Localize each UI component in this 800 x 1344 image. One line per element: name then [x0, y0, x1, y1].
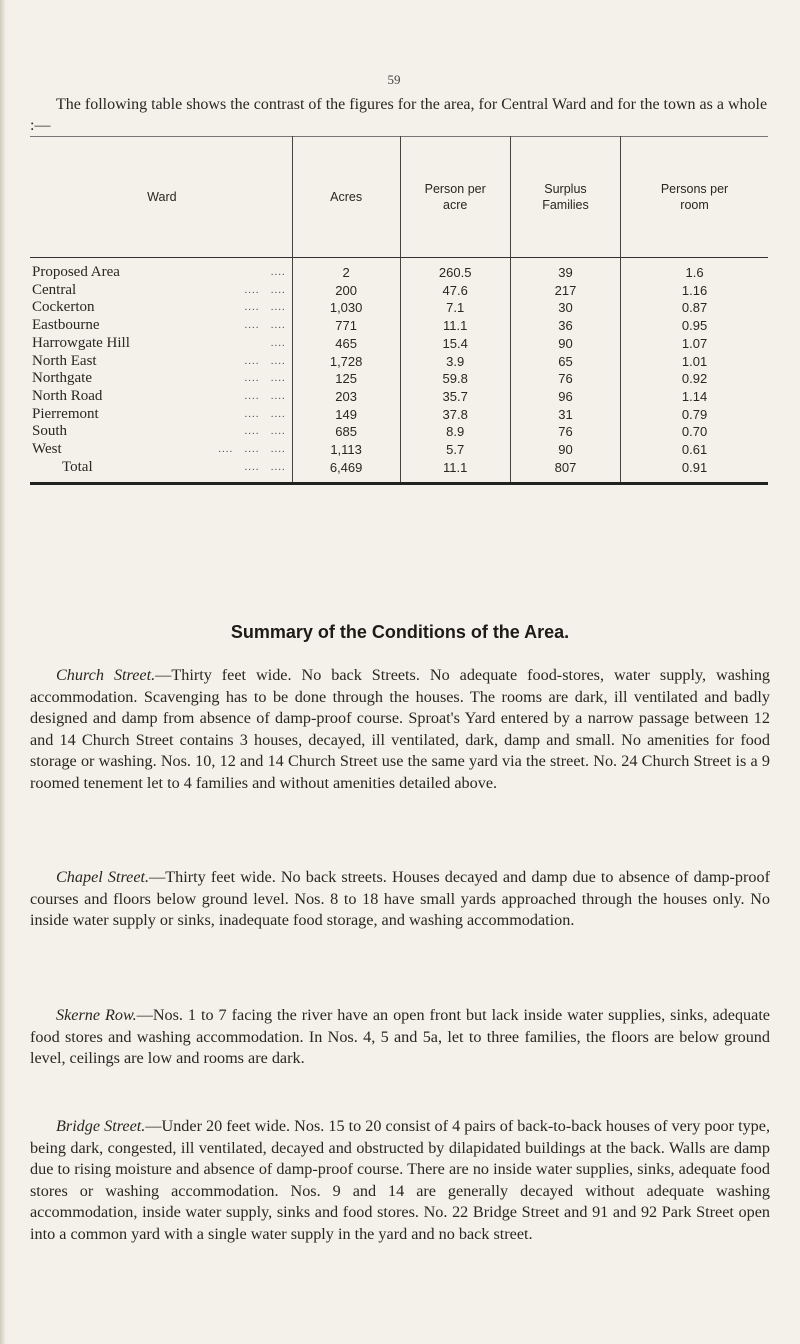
- paragraph-bridge-street: [30, 1116, 770, 1246]
- paragraph-text: —Under 20 feet wide. Nos. 15 to 20 consist of 4 pairs of back-to-back houses of very poor type, being dark, congested, ill ventilated, decayed and obstructed by dilapidated buildings at the back. Walls are damp due to rising moisture and absence of damp-proof course. There are no inside water supplies, sinks, adequate food stores or washing accommodation. Nos. 9 and 14 are generally decayed without adequate washing accommodation, inside water supply, sinks and food stores. No. 22 Bridge Street and 91 and 92 Park Street open into a common yard with a single water supply in the yard and no back street.: [30, 1117, 770, 1243]
- person-per-acre-cell: 47.6: [400, 282, 510, 300]
- ward-name: Total: [62, 458, 93, 475]
- header-person-per-acre-label: Person per acre: [424, 182, 486, 212]
- acres-cell: 1,728: [292, 353, 400, 371]
- person-per-acre-cell: 7.1: [400, 299, 510, 317]
- scan-edge: [0, 0, 6, 1344]
- persons-per-room-cell: 0.61: [621, 441, 768, 459]
- persons-per-room-cell: 1.07: [621, 335, 768, 353]
- ward-name: North East: [32, 352, 97, 369]
- header-persons-per-room-label: Persons per room: [660, 182, 729, 212]
- paragraph-text: —Nos. 1 to 7 facing the river have an open front but lack inside water supplies, sinks, adequate food stores and washing accommodation. In Nos. 4, 5 and 5a, let to three families, the floors are below ground level, ceilings are low and rooms are dark.: [30, 1006, 770, 1068]
- surplus-families-cell: 76: [510, 423, 620, 441]
- persons-per-room-cell: 0.91: [621, 459, 768, 483]
- persons-per-room-cell: 0.87: [621, 299, 768, 317]
- persons-per-room-cell: 0.79: [621, 406, 768, 424]
- ward-cell: Northgate .... ....: [32, 370, 286, 387]
- person-per-acre-cell: 15.4: [400, 335, 510, 353]
- ward-cell: North Road .... ....: [32, 387, 286, 404]
- header-person-per-acre: [400, 137, 510, 258]
- table-row: [30, 258, 768, 282]
- ward-cell: South .... ....: [32, 423, 286, 440]
- street-name: Bridge Street.: [56, 1117, 146, 1135]
- surplus-families-cell: 65: [510, 353, 620, 371]
- acres-cell: 465: [292, 335, 400, 353]
- ward-name: Northgate: [32, 370, 92, 387]
- page-number: 59: [387, 72, 401, 87]
- persons-per-room-cell: 1.6: [621, 258, 768, 282]
- acres-cell: 1,030: [292, 299, 400, 317]
- acres-cell: 125: [292, 370, 400, 388]
- ward-cell: Cockerton .... ....: [32, 299, 286, 316]
- header-ward: Ward: [30, 137, 292, 258]
- person-per-acre-cell: 11.1: [400, 317, 510, 335]
- persons-per-room-cell: 0.92: [621, 370, 768, 388]
- surplus-families-cell: 31: [510, 406, 620, 424]
- intro-paragraph: The following table shows the contrast of the figures for the area, for Central Ward and for the town as a whole :—: [30, 96, 768, 134]
- street-name: Church Street.: [56, 666, 156, 684]
- summary-heading: Summary of the Conditions of the Area.: [230, 622, 570, 642]
- table-row: [30, 353, 768, 371]
- table-row: [30, 370, 768, 388]
- ward-name: Pierremont: [32, 405, 99, 422]
- table-row: [30, 423, 768, 441]
- person-per-acre-cell: 37.8: [400, 406, 510, 424]
- surplus-families-cell: 39: [510, 258, 620, 282]
- persons-per-room-cell: 0.70: [621, 423, 768, 441]
- surplus-families-cell: 30: [510, 299, 620, 317]
- ward-name: Harrowgate Hill: [32, 334, 130, 351]
- surplus-families-cell: 807: [510, 459, 620, 483]
- persons-per-room-cell: 1.01: [621, 353, 768, 371]
- header-acres: Acres: [292, 137, 400, 258]
- paragraph-church-street: [30, 665, 770, 795]
- surplus-families-cell: 36: [510, 317, 620, 335]
- table-row: [30, 441, 768, 459]
- table-bottom-rule: [30, 482, 768, 485]
- person-per-acre-cell: 3.9: [400, 353, 510, 371]
- ward-cell: Proposed Area ....: [32, 264, 286, 280]
- paragraph-chapel-street: [30, 867, 770, 932]
- person-per-acre-cell: 5.7: [400, 441, 510, 459]
- person-per-acre-cell: 11.1: [400, 459, 510, 483]
- surplus-families-cell: 90: [510, 335, 620, 353]
- header-surplus-families: [510, 137, 620, 258]
- person-per-acre-cell: 260.5: [400, 258, 510, 282]
- table-row: [30, 388, 768, 406]
- ward-cell: Harrowgate Hill ....: [32, 334, 286, 351]
- person-per-acre-cell: 59.8: [400, 370, 510, 388]
- table-row: [30, 317, 768, 335]
- street-name: Chapel Street.: [56, 868, 150, 886]
- ward-name: South: [32, 423, 68, 440]
- table-row: [30, 335, 768, 353]
- ward-cell: Total .... ....: [30, 459, 292, 483]
- paragraph-text: —Thirty feet wide. No back Streets. No adequate food-stores, water supply, washing accommodation. Scavenging has to be done through the houses. The rooms are dark, ill ventilated and badly designed and damp from absence of damp-proof course. Sproat's Yard entered by a narrow passage between 12 and 14 Church Street contains 3 houses, decayed, ill ventilated, dark, damp and small. No amenities for food storage or washing. Nos. 10, 12 and 14 Church Street use the same yard via the street. No. 24 Church Street is a 9 roomed tenement let to 4 families and without amenities detailed above.: [30, 666, 771, 792]
- ward-name: Central: [32, 281, 77, 298]
- ward-name: Cockerton: [32, 299, 95, 316]
- table-header-row: [30, 137, 768, 258]
- paragraph-skerne-row: [30, 1005, 770, 1070]
- street-name: Skerne Row.: [56, 1006, 137, 1024]
- ward-cell: North East .... ....: [32, 352, 286, 369]
- acres-cell: 2: [292, 258, 400, 282]
- persons-per-room-cell: 0.95: [621, 317, 768, 335]
- person-per-acre-cell: 35.7: [400, 388, 510, 406]
- surplus-families-cell: 90: [510, 441, 620, 459]
- table-row: [30, 406, 768, 424]
- surplus-families-cell: 76: [510, 370, 620, 388]
- ward-cell: Central .... ....: [32, 281, 286, 298]
- person-per-acre-cell: 8.9: [400, 423, 510, 441]
- acres-cell: 6,469: [292, 459, 400, 483]
- ward-name: West: [32, 441, 62, 458]
- ward-name: North Road: [32, 387, 103, 404]
- persons-per-room-cell: 1.14: [621, 388, 768, 406]
- ward-name: Proposed Area: [32, 264, 120, 280]
- paragraph-text: —Thirty feet wide. No back streets. Houses decayed and damp due to absence of damp-proof courses and floors below ground level. Nos. 8 to 18 have small yards approached through the houses only. No inside water supply or sinks, inadequate food storage, and washing accommodation.: [30, 868, 770, 930]
- ward-cell: Pierremont .... ....: [32, 405, 286, 422]
- table-row: [30, 299, 768, 317]
- persons-per-room-cell: 1.16: [621, 282, 768, 300]
- acres-cell: 203: [292, 388, 400, 406]
- surplus-families-cell: 96: [510, 388, 620, 406]
- ward-cell: West .... .... ....: [32, 441, 286, 458]
- header-surplus-families-label: Surplus Families: [542, 182, 589, 212]
- table-row: [30, 282, 768, 300]
- table-row-total: [30, 459, 768, 483]
- acres-cell: 685: [292, 423, 400, 441]
- header-persons-per-room: [621, 137, 768, 258]
- surplus-families-cell: 217: [510, 282, 620, 300]
- acres-cell: 1,113: [292, 441, 400, 459]
- acres-cell: 200: [292, 282, 400, 300]
- acres-cell: 149: [292, 406, 400, 424]
- acres-cell: 771: [292, 317, 400, 335]
- ward-cell: Eastbourne .... ....: [32, 317, 286, 334]
- ward-comparison-table: [30, 136, 768, 485]
- ward-name: Eastbourne: [32, 317, 100, 334]
